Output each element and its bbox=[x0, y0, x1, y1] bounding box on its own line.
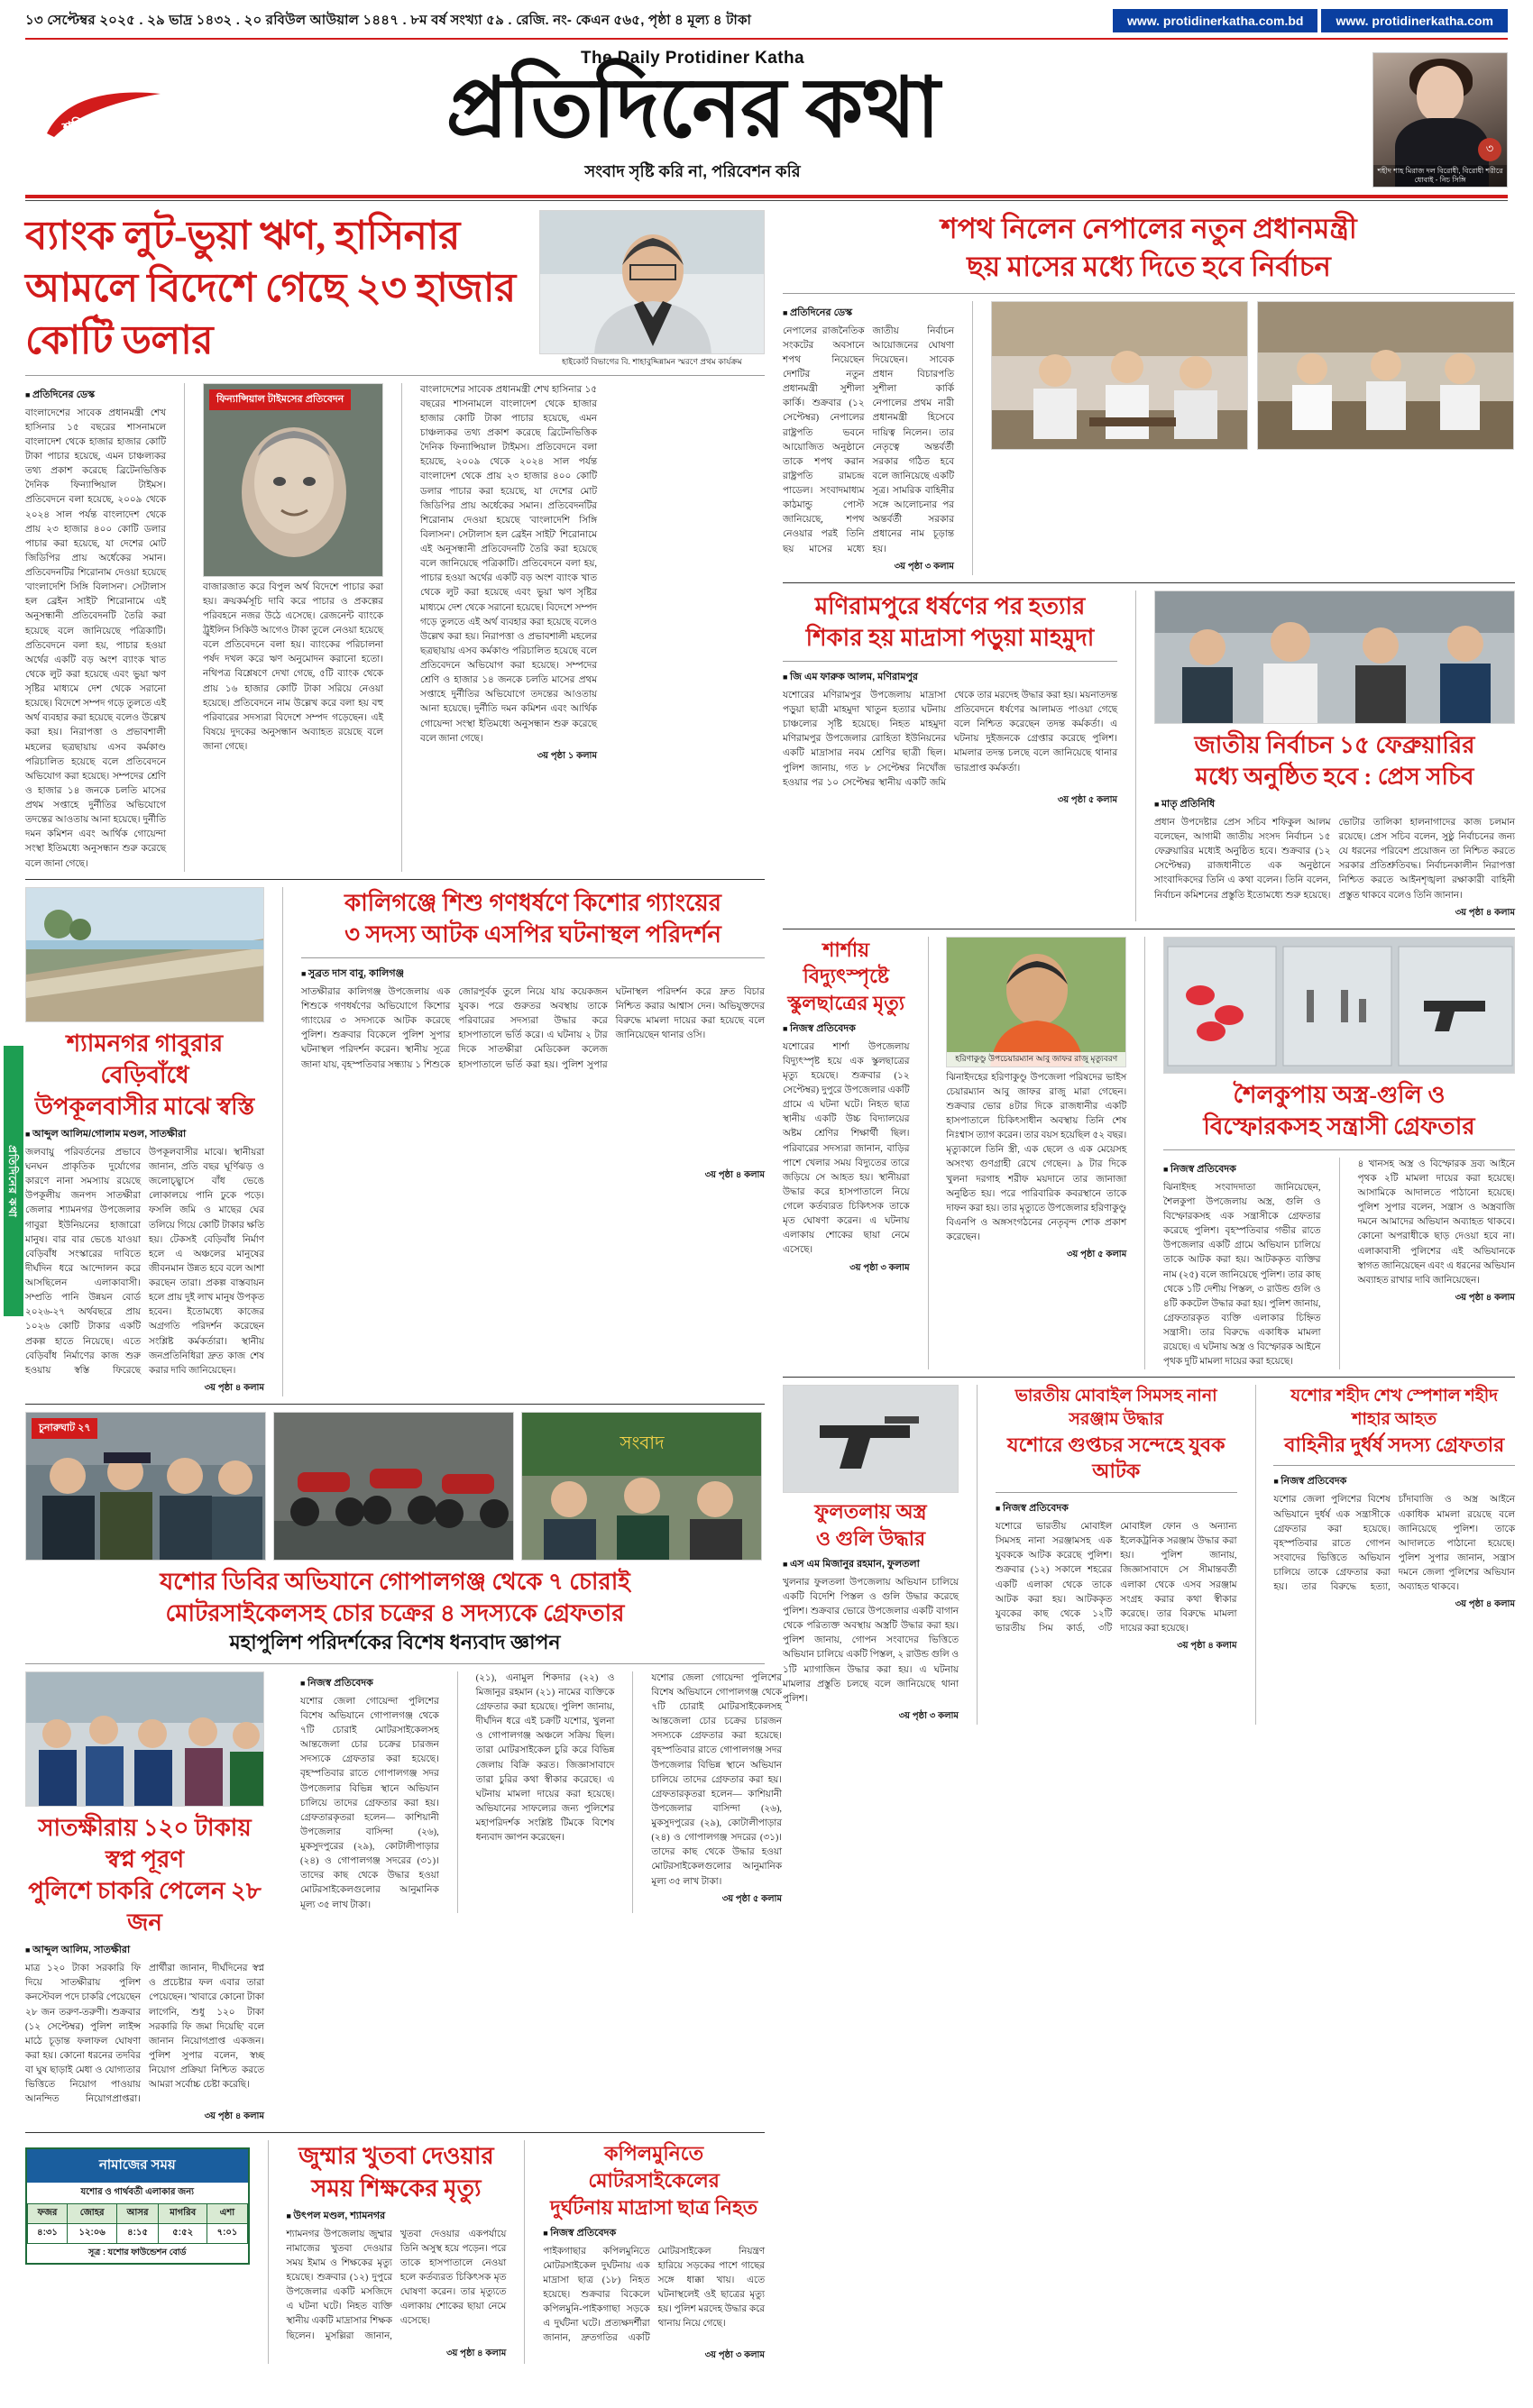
sharsha-byline: ■ নিজস্ব প্রতিবেদক bbox=[783, 1021, 910, 1038]
press-more: ৩য় পৃষ্ঠা ৪ কলাম bbox=[1455, 907, 1515, 918]
weapons-photo-block bbox=[1163, 937, 1515, 1370]
satkhira-block bbox=[25, 1671, 264, 2126]
prayer-table bbox=[27, 2203, 248, 2244]
english-title: The Daily Protidiner Katha bbox=[581, 49, 804, 68]
kapilmuni-body: পাইকগাছার কপিলমুনিতে মোটরসাইকেল দুর্ঘটনায় এক মাদ্রাসা ছাত্র (১৮) নিহত হয়েছে। শুক্রবার বিকেলে কপিলমুনি-পাইকগাছা সড়কে এ দুর্ঘটনা ঘটে। প্রত্যক্ষদর্শীরা জানান, দ্রুতগতির একটি মোটরসাইকেল নিয়ন্ত্রণ হারিয়ে সড়কের পাশে গাছের সঙ্গে ধাক্কা খায়। এতে ঘটনাস্থলেই ওই ছাত্রের মৃত্যু হয়। পুলিশ মরদেহ উদ্ধার করে থানায় নিয়ে গেছে। bbox=[543, 2246, 765, 2344]
kaliganj-headline-1: কালিগঞ্জে শিশু গণধর্ষণে কিশোর গ্যাংয়ের bbox=[344, 889, 721, 916]
sheikhpura-byline: ■ নিজস্ব প্রতিবেদক bbox=[1163, 1161, 1321, 1178]
kaliganj-byline: ■ সুব্রত দাস বাবু, কালিগঞ্জ bbox=[301, 966, 765, 983]
divider bbox=[301, 957, 765, 958]
masthead bbox=[25, 40, 1508, 188]
lastcol-body: যশোর জেলা পুলিশের বিশেষ অভিযানে দুর্ধর্ষ এক সন্ত্রাসীকে গ্রেফতার করা হয়েছে। বৃহস্পতিবার রাতে গোপন সংবাদের ভিত্তিতে অভিযান চালিয়ে তাকে গ্রেফতার করা হয়। তার বিরুদ্ধে হত্যা, চাঁদাবাজি ও অস্ত্র আইনে একাধিক মামলা রয়েছে বলে জানিয়েছে পুলিশ। তাকে আদালতে পাঠানো হয়েছে। পুলিশ সুপার জানান, সন্ত্রাস দমনে জেলা পুলিশের অভিযান অব্যাহত থাকবে। bbox=[1273, 1495, 1515, 1593]
press-byline: ■ মাতৃ প্রতিনিধি bbox=[1154, 796, 1515, 813]
mobile-headline-2: যশোরে গুপ্তচর সন্দেহে যুবক আটক bbox=[1006, 1433, 1225, 1483]
kapilmuni-headline-2: দুর্ঘটনায় মাদ্রাসা ছাত্র নিহত bbox=[550, 2195, 758, 2219]
pistol-illustration bbox=[784, 1386, 959, 1493]
dbir-headline-1: যশোর ডিবির অভিযানে গোপালগঞ্জ থেকে ৭ চোরাই bbox=[160, 1568, 630, 1595]
sheikhpura-col-1 bbox=[1163, 1158, 1321, 1370]
dbir-subhead: মহাপুলিশ পরিদর্শকের বিশেষ ধন্যবাদ জ্ঞাপন bbox=[229, 1631, 561, 1654]
kapilmuni-more: ৩য় পৃষ্ঠা ৩ কলাম bbox=[704, 2350, 766, 2361]
bottom-left-row bbox=[25, 2140, 765, 2364]
lead-top bbox=[25, 210, 765, 368]
shamnagar-headline-2: উপকূলবাসীর মাঝে স্বস্তি bbox=[34, 1093, 255, 1120]
col-divider bbox=[268, 2140, 269, 2364]
sharsha-row bbox=[783, 937, 1515, 1370]
dbir-banner-photo-wrap bbox=[521, 1412, 762, 1561]
prayer-col-asr: আসর bbox=[117, 2204, 159, 2224]
satkhira-dbir-row bbox=[25, 1671, 783, 2126]
mid-left-row bbox=[25, 887, 765, 1396]
col-divider bbox=[928, 937, 929, 1370]
manirampur-row bbox=[783, 591, 1515, 921]
col-divider bbox=[457, 1671, 458, 1913]
lead-photo-label: ফিন্যান্সিয়াল টাইমসের প্রতিবেদন bbox=[209, 389, 351, 410]
left-block bbox=[25, 210, 783, 2364]
prayer-header-row bbox=[28, 2204, 248, 2224]
press-briefing-photo bbox=[521, 1412, 762, 1561]
kaliganj-block bbox=[301, 887, 765, 1396]
dbir-body-col-1 bbox=[300, 1671, 439, 1913]
topbar bbox=[25, 0, 1508, 40]
col-divider bbox=[972, 301, 973, 575]
crowd-illustration bbox=[1155, 591, 1515, 724]
horinakundu-more: ৩য় পৃষ্ঠা ৫ কলাম bbox=[1066, 1250, 1127, 1260]
col-divider bbox=[524, 2140, 525, 2364]
prayer-subtitle: যশোর ও গার্থবর্তী এলাকার জন্য bbox=[80, 2187, 195, 2198]
masthead-photo-caption: শহীদ শাহ মিরাজ দল বিরোধী, বিরোধী শরীরে ধোবাই - নিচ সিঙ্গি bbox=[1373, 165, 1507, 187]
cabinet-illustration bbox=[1258, 302, 1514, 450]
nepal-row bbox=[783, 301, 1515, 575]
kapilmuni-headline-1: কপিলমুনিতে মোটরসাইকেলের bbox=[588, 2142, 720, 2193]
jumma-headline-2: সময় শিক্ষকের মৃত্যু bbox=[311, 2175, 482, 2202]
col-divider bbox=[977, 1385, 978, 1725]
kapilmuni-block bbox=[543, 2140, 765, 2364]
dbir-body-2: (২১), এনামুল শিকদার (২২) ও মিজানুর রহমান (২১) নামের ব্যক্তিকে গ্রেফতার করা হয়েছে। পুলিশ জানায়, দীর্ঘদিন ধরে এই চক্রটি যশোর, খুলনা ও গোপালগঞ্জ অঞ্চলে সক্রিয় ছিল। তারা মোটরসাইকেল চুরি করে বিভিন্ন জেলায় বিক্রি করত। জিজ্ঞাসাবাদে তারা চুরির কথা স্বীকার করেছে। এ ঘটনায় মামলা দায়ের করা হয়েছে। অভিযানের সাফল্যের জন্য পুলিশের মহাপরিদর্শক সংশ্লিষ্ট টিমকে বিশেষ ধন্যবাদ জ্ঞাপন করেছেন। bbox=[475, 1672, 615, 1844]
prayer-time-fajr: ৪:৩১ bbox=[28, 2224, 68, 2244]
press-secretary-photo bbox=[1154, 591, 1515, 724]
masthead-logo: প্রতিদিনের কথা bbox=[445, 62, 940, 154]
shamnagar-photo bbox=[25, 887, 264, 1022]
sheikhpura-col-2 bbox=[1357, 1158, 1515, 1370]
lead-headline-wrap bbox=[25, 210, 530, 368]
mobile-byline: ■ নিজস্ব প্রতিবেদক bbox=[996, 1500, 1237, 1517]
satkhira-headline-2: পুলিশে চাকরি পেলেন ২৮ জন bbox=[28, 1878, 262, 1936]
satkhira-byline: ■ আব্দুল আলিম, সাতক্ষীরা bbox=[25, 1942, 264, 1959]
divider bbox=[25, 1663, 765, 1664]
dbir-police-photo bbox=[25, 1412, 266, 1561]
nameplate bbox=[25, 43, 1360, 187]
prayer-footer: সূত্র : যশোর ফাউন্ডেশন বোর্ড bbox=[87, 2248, 187, 2258]
portrait-caption: হাইকোর্ট বিভাগের বি. শাহাবুদ্দিন্নামন স্মরণে প্রথম কার্যক্রম bbox=[562, 357, 742, 366]
jumma-headline-1: জুম্মার খুতবা দেওয়ার bbox=[298, 2143, 494, 2170]
divider bbox=[1163, 1149, 1515, 1150]
horinakundu-body: ঝিনাইদহের হরিণাকুণ্ডু উপজেলা পরিষদের ভাইস চেয়ারম্যান আবু জাফর রাজু মারা গেছেন। শুক্রবার ভোর ৪টার দিকে রাজধানীর একটি হাসপাতালে চিকিৎসাধীন অবস্থায় তিনি শেষ নিঃশ্বাস ত্যাগ করেন। তার বয়স হয়েছিল ৫২ বছর। মৃত্যুকালে তিনি স্ত্রী, এক ছেলে ও এক মেয়েসহ অসংখ্য গুণগ্রাহী রেখে গেছেন। ৯ টার দিকে খুলনা দরগাহ শরীফ ময়দানে তার জানাজা অনুষ্ঠিত হয়। পরে পারিবারিক কবরস্থানে তাকে দাফন করা হয়। তার মৃত্যুতে উপজেলার হরিণাকুণ্ডু বিএনপি ও অঙ্গসংগঠনের নেতৃবৃন্দ শোক প্রকাশ করেছেন। bbox=[946, 1072, 1127, 1242]
divider bbox=[25, 1404, 765, 1405]
seized-motorcycles-photo bbox=[273, 1412, 514, 1561]
divider bbox=[783, 582, 1515, 583]
lead-col-1 bbox=[25, 383, 166, 872]
kapilmuni-byline: ■ নিজস্ব প্রতিবেদক bbox=[543, 2225, 765, 2242]
nepal-photo-1-wrap bbox=[991, 301, 1248, 575]
divider bbox=[25, 879, 765, 880]
nepal-cabinet-photo bbox=[1257, 301, 1514, 450]
nepal-more: ৩য় পৃষ্ঠা ৩ কলাম bbox=[894, 561, 954, 572]
sharsha-block bbox=[783, 937, 910, 1370]
satkhira-photo bbox=[25, 1671, 264, 1807]
shamnagar-headline-1: শ্যামনগর গাবুরার বেড়িবাঁধে bbox=[66, 1030, 224, 1088]
lead-body-3: বাংলাদেশের সাবেক প্রধানমন্ত্রী শেখ হাসিনার ১৫ বছরের শাসনামলে বাংলাদেশ থেকে হাজার হাজার কোটি টাকা পাচার হয়েছে, এমন চাঞ্চল্যকর তথ্য প্রকাশ করেছে ব্রিটেনভিত্তিক দৈনিক ফিন্যান্সিয়াল টাইমস। প্রতিবেদনে বলা হয়েছে, ২০০৯ থেকে ২০২৪ সাল পর্যন্ত বাংলাদেশ থেকে প্রায় ২৩ হাজার ৪০০ কোটি ডলার পাচার করা হয়েছে, যা দেশের মোট জিডিপির প্রায় অর্ধেকের সমান। প্রতিবেদনটির শিরোনাম দেওয়া হয়েছে 'বাংলাদেশি সিঙ্গি বিলাসন'। সেটালাস হল ব্রেইন সাইট' শিরোনামে এই অনুসন্ধানী প্রতিবেদনটি তৈরি করা হয়েছে বলে জানিয়েছে পত্রিকাটি। প্রতিবেদনে বলা হয়, পাচার হওয়া অর্থের একটি বড় অংশ ব্যাংক খাত থেকে লুট করা হয়েছে এবং ভুয়া ঋণ সৃষ্টির মাধ্যমে দেশ থেকে সরানো হয়েছে। বিদেশে সম্পদ গড়ে তুলতে এই অর্থ ব্যবহার করা হয়েছে বলেও উল্লেখ করা হয়। নিরাপত্তা ও প্রভাবশালী মহলের ছত্রছায়ায় এসব কর্মকাণ্ড পরিচালিত হয়েছে বলে প্রতিবেদনে অভিযোগ করা হয়েছে। সম্পদের শ্রেণি ও হাজার ১৪ জনকে চলতি মাসের প্রথম সপ্তাহে দুর্নীতির অভিযোগে তদন্তের আওতায় আনা হয়েছে। দুর্নীতি দমন কমিশন এবং আর্থিক গোয়েন্দা সংস্থা ইতিমধ্যে অনুসন্ধান শুরু করেছে বলে জানা গেছে। bbox=[420, 384, 597, 744]
nepal-oath-photo bbox=[991, 301, 1248, 450]
lastcol-block bbox=[1273, 1385, 1515, 1725]
main-grid bbox=[25, 210, 1515, 2364]
col-divider bbox=[401, 383, 402, 872]
phultala-more: ৩য় পৃষ্ঠা ৩ কলাম bbox=[898, 1710, 959, 1721]
phultala-headline-2: ও গুলি উদ্ধার bbox=[815, 1527, 926, 1551]
lastcol-byline: ■ নিজস্ব প্রতিবেদক bbox=[1273, 1473, 1515, 1490]
website-links bbox=[1113, 9, 1508, 32]
lead-more: ৩য় পৃষ্ঠা ১ কলাম bbox=[537, 750, 597, 761]
col-divider bbox=[282, 887, 283, 1396]
sheikhpura-body-row bbox=[1163, 1158, 1515, 1370]
col-divider bbox=[632, 1671, 633, 1913]
prayer-time-maghrib: ৫:৫২ bbox=[158, 2224, 207, 2244]
prayer-row bbox=[28, 2224, 248, 2244]
lastcol-more: ৩য় পৃষ্ঠা ৪ কলাম bbox=[1455, 1599, 1515, 1610]
press-photo-block bbox=[1154, 591, 1515, 921]
manirampur-headline-2: শিকার হয় মাদ্রাসা পড়ুয়া মাহমুদা bbox=[805, 624, 1095, 651]
satkhira-headline-1: সাতক্ষীরায় ১২০ টাকায় স্বপ্ন পূরণ bbox=[38, 1814, 252, 1872]
lastcol-headline-1: যশোর শহীদ শেখ স্পেশাল শহীদ শাহার আহত bbox=[1290, 1387, 1499, 1430]
dbir-body-col-3 bbox=[651, 1671, 782, 1913]
dbir-body-1: যশোর জেলা গোয়েন্দা পুলিশের বিশেষ অভিযানে গোপালগঞ্জ থেকে ৭টি চোরাই মোটরসাইকেলসহ আন্তজেলা চোর চক্রের চারজন সদস্যকে গ্রেফতার করা হয়েছে। বৃহস্পতিবার রাতে গোপালগঞ্জ সদর উপজেলার বিভিন্ন স্থানে অভিযান চালিয়ে তাদের গ্রেফতার করা হয়। গ্রেফতারকৃতরা হলেন— কাশিয়ানী উপজেলার বাসিন্দা (২৬), মুকসুদপুরের (২৯), কোটালীপাড়ার (২৪) ও গোপালগঞ্জ সদরের (৩১)। তাদের কাছ থেকে উদ্ধার হওয়া মোটরসাইকেলগুলোর আনুমানিক মূল্য ৩৫ লাখ টাকা। bbox=[300, 1696, 439, 1910]
shamnagar-body: জলবায়ু পরিবর্তনের প্রভাবে ঘনঘন প্রাকৃতিক দুর্যোগের কারণে নানা সমস্যায় রয়েছে উপকূলীয় জনপদ সাতক্ষীরা জেলার শ্যামনগর উপজেলার গাবুরা ইউনিয়নের হাজারো মানুষ। বার বার ভেঙে যাওয়া বেড়িবাঁধ সংস্কারের দাবিতে দীর্ঘদিন ধরে আন্দোলন করে আসছিলেন এলাকাবাসী। সম্প্রতি পানি উন্নয়ন বোর্ড ২০২৬-২৭ অর্থবছরে প্রায় ১০২৬ কোটি টাকার একটি প্রকল্প হাতে নিয়েছে। এতে বেড়িবাঁধ নির্মাণের কাজ শুরু হওয়ায় স্বস্তি ফিরেছে উপকূলবাসীর মাঝে। স্থানীয়রা জানান, প্রতি বছর ঘূর্ণিঝড় ও জলোচ্ছ্বাসে বাঁধ ভেঙে লোকালয়ে পানি ঢুকে পড়ে। ফসলি জমি ও মাছের ঘের তলিয়ে গিয়ে কোটি টাকার ক্ষতি হয়। টেকসই বেড়িবাঁধ নির্মাণ হলে এ অঞ্চলের মানুষের জীবনমান উন্নত হবে বলে আশা করছেন তারা। প্রকল্প বাস্তবায়ন হলে প্রায় দুই লাখ মানুষ উপকৃত হবেন। ইতোমধ্যে কাজের অগ্রগতি পরিদর্শন করেছেন সংশ্লিষ্ট কর্মকর্তারা। স্থানীয় জনপ্রতিনিধিরা দ্রুত কাজ শেষ করার দাবি জানিয়েছেন। bbox=[25, 1147, 264, 1376]
lead-inset-photo bbox=[203, 383, 383, 577]
motorcycles-illustration bbox=[274, 1413, 514, 1561]
lead-portrait-wrap bbox=[539, 210, 765, 368]
dbir-photos-row bbox=[25, 1412, 765, 1561]
kaliganj-more: ৩য় পৃষ্ঠা ৪ কলাম bbox=[704, 1169, 765, 1180]
embankment-illustration bbox=[26, 888, 264, 1022]
phultala-gun-photo bbox=[783, 1385, 959, 1493]
sharsha-body: যশোরের শার্শা উপজেলায় বিদ্যুৎস্পৃষ্ট হয়ে এক স্কুলছাত্রের মৃত্যু হয়েছে। শুক্রবার (১২ সেপ্টেম্বর) দুপুরে উপজেলার একটি গ্রামে এ ঘটনা ঘটে। নিহত ছাত্র স্থানীয় একটি উচ্চ বিদ্যালয়ের অষ্টম শ্রেণির শিক্ষার্থী ছিল। পরিবারের সদস্যরা জানান, বাড়ির পাশে খেলার সময় বিদ্যুতের তারে জড়িয়ে সে আহত হয়। স্থানীয়রা উদ্ধার করে হাসপাতালে নিয়ে গেলে কর্তব্যরত চিকিৎসক তাকে মৃত ঘোষণা করেন। এ ঘটনায় এলাকায় শোকের ছায়া নেমে এসেছে। bbox=[783, 1041, 910, 1256]
shamnagar-block bbox=[25, 887, 264, 1396]
dbir-photo-label: চুনারুঘাট ২৭ bbox=[32, 1418, 97, 1439]
prayer-col-dhuhr: জোহর bbox=[68, 2204, 117, 2224]
prayer-block bbox=[25, 2140, 250, 2364]
briefing-illustration bbox=[522, 1413, 762, 1561]
lead-body-row bbox=[25, 383, 765, 872]
manirampur-byline: ■ জি এম ফারুক আলম, মণিরামপুর bbox=[783, 669, 1117, 686]
phultala-headline-1: ফুলতলায় অস্ত্র bbox=[814, 1500, 927, 1524]
horinakundu-photo bbox=[946, 937, 1126, 1067]
manirampur-more: ৩য় পৃষ্ঠা ৫ কলাম bbox=[1057, 794, 1118, 805]
lead-col-3 bbox=[420, 383, 597, 872]
seized-weapons-photo bbox=[1163, 937, 1515, 1074]
side-strip-brand: প্রতিদিনের কথা bbox=[4, 1046, 23, 1316]
col-divider bbox=[1339, 1158, 1340, 1370]
prayer-col-fajr: ফজর bbox=[28, 2204, 68, 2224]
prayer-col-isha: এশা bbox=[207, 2204, 247, 2224]
jumma-byline: ■ উৎপল মণ্ডল, শ্যামনগর bbox=[286, 2208, 506, 2225]
press-headline-1: জাতীয় নির্বাচন ১৫ ফেব্রুয়ারির bbox=[1194, 731, 1475, 758]
col-divider bbox=[1135, 591, 1136, 921]
divider bbox=[996, 1492, 1237, 1493]
sheikhpura-more: ৩য় পৃষ্ঠা ৪ কলাম bbox=[1455, 1292, 1515, 1303]
phultala-block bbox=[783, 1385, 959, 1725]
phultala-byline: ■ এস এম মিজানুর রহমান, ফুলতলা bbox=[783, 1556, 959, 1573]
divider bbox=[25, 2132, 765, 2133]
right-block bbox=[783, 210, 1515, 2364]
shamnagar-byline: ■ আব্দুল আলিম/গোলাম মণ্ডল, সাতক্ষীরা bbox=[25, 1126, 264, 1143]
mobile-block bbox=[996, 1385, 1237, 1725]
prayer-time-isha: ৭:০১ bbox=[207, 2224, 247, 2244]
mobile-headline-1: ভারতীয় মোবাইল সিমসহ নানা সরঞ্জাম উদ্ধার bbox=[1014, 1387, 1217, 1430]
col-divider bbox=[1255, 1385, 1256, 1725]
manirampur-headline-1: মণিরামপুরে ধর্ষণের পর হত্যার bbox=[814, 592, 1086, 619]
divider-red bbox=[25, 195, 1508, 198]
horinakundu-caption: হরিণাকুণ্ডু উপচেয়ারম্যান আবু জাফর রাজু মৃত্যুবরণ bbox=[947, 1052, 1125, 1067]
sharsha-headline-1: শার্শায় বিদ্যুৎস্পৃষ্টে bbox=[803, 938, 889, 988]
prayer-col-maghrib: মাগরিব bbox=[158, 2204, 207, 2224]
shamnagar-more: ৩য় পৃষ্ঠা ৪ কলাম bbox=[204, 1382, 264, 1393]
divider bbox=[783, 661, 1117, 662]
press-body: প্রধান উপদেষ্টার প্রেস সচিব শফিকুল আলম বলেছেন, আগামী জাতীয় সংসদ নির্বাচন ১৫ ফেব্রুয়ারির মধ্যেই অনুষ্ঠিত হবে। শুক্রবার (১২ সেপ্টেম্বর) রাজধানীতে এক অনুষ্ঠানে সাংবাদিকদের তিনি এ কথা বলেন। তিনি বলেন, নির্বাচন কমিশনের প্রস্তুতি ইতোমধ্যে শুরু হয়েছে। ভোটার তালিকা হালনাগাদের কাজ চলমান রয়েছে। প্রেস সচিব বলেন, সুষ্ঠু নির্বাচনের জন্য যে ধরনের পরিবেশ প্রয়োজন তা নিশ্চিত করতে সরকার প্রতিশ্রুতিবদ্ধ। নির্বাচনকালীন নিরাপত্তা নিশ্চিত করতে আইনশৃঙ্খলা রক্ষাকারী বাহিনী প্রস্তুত থাকবে বলেও তিনি জানান। bbox=[1154, 817, 1515, 901]
dateline: ১৩ সেপ্টেম্বর ২০২৫ . ২৯ ভাদ্র ১৪৩২ . ২০ রবিউল আউয়াল ১৪৪৭ . ৮ম বর্ষ সংখ্যা ৫৯ . রেজি. নং- কেএন ৫৬৫, পৃষ্ঠা ৪ মূল্য ৪ টাকা bbox=[25, 12, 751, 28]
dbir-body-block bbox=[300, 1671, 782, 2126]
prayer-time-asr: ৪:১৫ bbox=[117, 2224, 159, 2244]
lead-body-2: বাজারজাত করে বিপুল অর্থ বিদেশে পাচার করা হয়। ক্রয়কর্মসূচি দাবি করে পাচার ও প্রকল্পের পরিবহনে নজর উঠে এসেছে। রেজনেন্ট ব্যাংকে ট্রুইলিন সিকিউ আগেও টাকা তুলে নেওয়া হয়েছে বলে প্রতিবেদনে বলা হয়। ব্যাংকের পরিচালনা পর্ষদ দখল করে ঋণ অনুমোদন করানো হতো। নথিপত্র বিশ্লেষণে দেখা গেছে, ৫টি ব্যাংক থেকে প্রায় ১৬ হাজার কোটি টাকা সরিয়ে নেওয়া হয়েছে। প্রতিবেদনে নাম উল্লেখ করে বলা হয় বহু পরিবারের সদস্যরা বিদেশে সম্পদ গড়েছেন। এই বিষয়ে দুদকের অনুসন্ধান অব্যাহত রয়েছে বলে জানা গেছে। bbox=[203, 581, 383, 753]
lastcol-headline-2: বাহিনীর দুর্ধর্ষ সদস্য গ্রেফতার bbox=[1284, 1433, 1505, 1456]
divider bbox=[783, 293, 1515, 294]
nepal-byline: ■ প্রতিদিনের ডেস্ক bbox=[783, 305, 954, 322]
mobile-more: ৩য় পৃষ্ঠা ৪ কলাম bbox=[1177, 1641, 1237, 1652]
dbir-bike-photo-wrap bbox=[273, 1412, 514, 1561]
horinakundu-block bbox=[946, 937, 1126, 1370]
manirampur-body: যশোরের মণিরামপুর উপজেলায় মাদ্রাসা পড়ুয়া ছাত্রী মাহমুদা খাতুন হত্যার ঘটনায় চাঞ্চল্যের সৃষ্টি হয়েছে। নিহত মাহমুদা মণিরামপুর উপজেলার রোহিতা ইউনিয়নের একটি মাদ্রাসার নবম শ্রেণির ছাত্রী ছিল। পুলিশ জানায়, গত ৮ সেপ্টেম্বর নিখোঁজ হওয়ার পর ১০ সেপ্টেম্বর স্থানীয় একটি জমি থেকে তার মরদেহ উদ্ধার করা হয়। ময়নাতদন্ত প্রতিবেদনে ধর্ষণের আলামত পাওয়া গেছে বলে নিশ্চিত করেছেন তদন্ত কর্মকর্তা। এ ঘটনায় দুইজনকে গ্রেপ্তার করেছে পুলিশ। মামলার তদন্ত চলছে বলে জানিয়েছে থানার ভারপ্রাপ্ত কর্মকর্তা। bbox=[783, 690, 1118, 788]
nepal-headline-1: শপথ নিলেন নেপালের নতুন প্রধানমন্ত্রী bbox=[941, 213, 1357, 244]
nepal-headline-2: ছয় মাসের মধ্যে দিতে হবে নির্বাচন bbox=[967, 250, 1331, 282]
weekday-badge: শনিবার bbox=[61, 112, 108, 138]
dbir-more: ৩য় পৃষ্ঠা ৫ কলাম bbox=[721, 1893, 783, 1904]
prayer-title: নামাজের সময় bbox=[27, 2149, 248, 2183]
oath-ceremony-illustration bbox=[992, 302, 1248, 450]
satkhira-body: মাত্র ১২০ টাকা সরকারি ফি দিয়ে সাতক্ষীরায় পুলিশ কনস্টেবল পদে চাকরি পেয়েছেন ২৮ জন তরুণ-তরুণী। শুক্রবার (১২ সেপ্টেম্বর) পুলিশ লাইন্স মাঠে চূড়ান্ত ফলাফল ঘোষণা করা হয়। কোনো ধরনের তদবির বা ঘুষ ছাড়াই মেধা ও যোগ্যতার ভিত্তিতে নিয়োগ পাওয়ায় আনন্দিত নিয়োগপ্রাপ্তরা। প্রার্থীরা জানান, দীর্ঘদিনের স্বপ্ন ও প্রচেষ্টার ফল এবার তারা পেয়েছেন। 'খাবারে কোনো টাকা লাগেনি, শুধু ১২০ টাকা সরকারি ফি জমা দিয়েছি' বলে জানান নিয়োগপ্রাপ্ত একজন। পুলিশ সুপার বলেন, স্বচ্ছ নিয়োগ প্রক্রিয়া নিশ্চিত করতে আমরা সর্বোচ্চ চেষ্টা করেছি। bbox=[25, 1964, 264, 2105]
portrait-photo bbox=[539, 210, 765, 354]
sharsha-headline-2: স্কুলছাত্রের মৃত্যু bbox=[787, 992, 905, 1014]
kaliganj-headline-2: ৩ সদস্য আটক এসপির ঘটনাস্থল পরিদর্শন bbox=[344, 920, 721, 948]
phultala-body: খুলনার ফুলতলা উপজেলায় অভিযান চালিয়ে একটি বিদেশি পিস্তল ও গুলি উদ্ধার করেছে পুলিশ। শুক্রবার ভোরে উপজেলার একটি বাগান থেকে পরিত্যক্ত অবস্থায় অস্ত্রটি উদ্ধার করা হয়। পুলিশ জানায়, গোপন সংবাদের ভিত্তিতে অভিযান চালিয়ে একটি পিস্তল, ২ রাউন্ড গুলি ও ১টি ম্যাগাজিন উদ্ধার করা হয়। এ ঘটনায় মামলার প্রস্তুতি চলছে বলে জানিয়েছে থানা পুলিশ। bbox=[783, 1577, 959, 1704]
portrait-illustration bbox=[540, 211, 765, 354]
dbir-photo-left-wrap bbox=[25, 1412, 266, 1561]
nepal-text-col bbox=[783, 301, 954, 575]
mobile-body: যশোরে ভারতীয় মোবাইল সিমসহ নানা সরঞ্জামসহ এক যুবককে আটক করেছে পুলিশ। শুক্রবার (১২) সকালে শহরের একটি এলাকা থেকে তাকে আটক করা হয়। আটককৃত যুবকের কাছ থেকে ১২টি ভারতীয় সিম কার্ড, ৩টি মোবাইল ফোন ও অন্যান্য ইলেকট্রনিক সরঞ্জাম উদ্ধার করা হয়। পুলিশ জানায়, জিজ্ঞাসাবাদে সে সীমান্তবর্তী এলাকা থেকে এসব সরঞ্জাম সংগ্রহ করার কথা স্বীকার করেছে। তার বিরুদ্ধে মামলা দায়ের করা হয়েছে। bbox=[995, 1522, 1237, 1634]
jumma-more: ৩য় পৃষ্ঠা ৪ কলাম bbox=[446, 2348, 507, 2358]
manirampur-block bbox=[783, 591, 1117, 921]
sheikhpura-body-1: ঝিনাইদহ সংবাদদাতা জানিয়েছেন, শৈলকুপা উপজেলায় অস্ত্র, গুলি ও বিস্ফোরকসহ এক সন্ত্রাসীকে গ্রেফতার করেছে পুলিশ। বৃহস্পতিবার গভীর রাতে উপজেলার একটি গ্রামে অভিযান চালিয়ে তাকে আটক করা হয়। আটককৃত ব্যক্তির নাম (২৫) বলে জানিয়েছে পুলিশ। তার কাছ থেকে ১টি দেশীয় পিস্তল, ৩ রাউন্ড গুলি ও ৪টি ককটেল উদ্ধার করা হয়। পুলিশ জানায়, গ্রেফতারকৃত ব্যক্তি এলাকার চিহ্নিত সন্ত্রাসী। তার বিরুদ্ধে একাধিক মামলা রয়েছে। এ ঘটনায় অস্ত্র ও বিস্ফোরক আইনে পৃথক দুটি মামলা দায়ের করা হয়েছে। bbox=[1162, 1182, 1321, 1368]
sharsha-more: ৩য় পৃষ্ঠা ৩ কলাম bbox=[849, 1262, 910, 1273]
divider bbox=[25, 375, 765, 376]
dbir-headline-2: মোটরসাইকেলসহ চোর চক্রের ৪ সদস্যকে গ্রেফতার bbox=[165, 1600, 625, 1627]
lead-byline: ■ প্রতিদিনের ডেস্ক bbox=[25, 387, 166, 404]
website-link-bd[interactable]: www. protidinerkatha.com.bd bbox=[1113, 9, 1318, 32]
jumma-body: শ্যামনগর উপজেলায় জুম্মার নামাজের খুতবা দেওয়ার সময় ইমাম ও শিক্ষকের মৃত্যু হয়েছে। শুক্রবার (১২) দুপুরে উপজেলার একটি মসজিদে এ ঘটনা ঘটে। নিহত ব্যক্তি স্থানীয় একটি মাদ্রাসার শিক্ষক ছিলেন। মুসল্লিরা জানান, খুতবা দেওয়ার একপর্যায়ে তিনি অসুস্থ হয়ে পড়েন। পরে তাকে হাসপাতালে নেওয়া হলে কর্তব্যরত চিকিৎসক মৃত ঘোষণা করেন। তার মৃত্যুতে এলাকায় শোকের ছায়া নেমে এসেছে। bbox=[286, 2229, 507, 2341]
prayer-time-dhuhr: ১২:০৬ bbox=[68, 2224, 117, 2244]
lead-col-2 bbox=[203, 383, 383, 872]
weapons-illustration bbox=[1164, 938, 1515, 1074]
dbir-body-col-2 bbox=[476, 1671, 615, 1913]
sheikhpura-body-2: ৪ খানসহ অস্ত্র ও বিস্ফোরক দ্রব্য আইনে পৃথক ২টি মামলা দায়ের করা হয়েছে। আসামিকে আদালতে পাঠানো হয়েছে। পুলিশ সুপার বলেন, সন্ত্রাস ও অস্ত্রবাজি দমনে আমাদের অভিযান অব্যাহত থাকবে। কোনো অপরাধীকে ছাড় দেওয়া হবে না। এলাকাবাসী পুলিশের এই অভিযানকে স্বাগত জানিয়েছেন এবং এ ধরনের অভিযান অব্যাহত রাখার দাবি জানিয়েছেন। bbox=[1357, 1158, 1515, 1286]
col-divider bbox=[1144, 937, 1145, 1370]
svg-text:সংবাদ: সংবাদ bbox=[620, 1433, 665, 1453]
nepal-body: নেপালের রাজনৈতিক সংকটের অবসানে শপথ নিয়েছেন দেশটির নতুন প্রধানমন্ত্রী সুশীলা কার্কি। শুক্রবার (১২ সেপ্টেম্বর) নেপালের রাষ্ট্রপতি ভবনে আয়োজিত অনুষ্ঠানে তাকে শপথ করান রাষ্ট্রপতি রামচন্দ্র পাডেল। সংবাদমাধ্যম কাঠমান্ডু পোস্ট জানিয়েছে, শপথ নেওয়ার পরই তিনি ছয় মাসের মধ্যে জাতীয় নির্বাচন আয়োজনের ঘোষণা দিয়েছেন। সাবেক প্রধান বিচারপতি সুশীলা কার্কি নেপালের প্রথম নারী প্রধানমন্ত্রী হিসেবে দায়িত্ব নিলেন। তার নেতৃত্বে অন্তর্বর্তী সরকার গঠিত হবে বলে জানিয়েছে একটি সূত্র। সামরিক বাহিনীর সঙ্গে আলোচনার পর অন্তর্বর্তী সরকার প্রধানের নাম চূড়ান্ত হয়। bbox=[783, 325, 954, 554]
satkhira-more: ৩য় পৃষ্ঠা ৪ কলাম bbox=[204, 2111, 264, 2122]
lead-body-1: বাংলাদেশের সাবেক প্রধানমন্ত্রী শেখ হাসিনার ১৫ বছরের শাসনামলে বাংলাদেশ থেকে হাজার হাজার কোটি টাকা পাচার হয়েছে, এমন চাঞ্চল্যকর তথ্য প্রকাশ করেছে ব্রিটেনভিত্তিক দৈনিক ফিন্যান্সিয়াল টাইমস। প্রতিবেদনে বলা হয়েছে, ২০০৯ থেকে ২০২৪ সাল পর্যন্ত বাংলাদেশ থেকে প্রায় ২৩ হাজার ৪০০ কোটি ডলার পাচার করা হয়েছে, যা দেশের মোট জিডিপির প্রায় অর্ধেকের সমান। প্রতিবেদনটির শিরোনাম দেওয়া হয়েছে 'বাংলাদেশি সিঙ্গি বিলাসন'। সেটালাস হল ব্রেইন সাইট' শিরোনামে এই অনুসন্ধানী প্রতিবেদনটি তৈরি করা হয়েছে বলে জানিয়েছে পত্রিকাটি। প্রতিবেদনে বলা হয়, পাচার হওয়া অর্থের একটি বড় অংশ ব্যাংক খাত থেকে লুট করা হয়েছে এবং ভুয়া ঋণ সৃষ্টির মাধ্যমে দেশ থেকে সরানো হয়েছে। বিদেশে সম্পদ গড়ে তুলতে এই অর্থ ব্যবহার করা হয়েছে বলেও উল্লেখ করা হয়। নিরাপত্তা ও প্রভাবশালী মহলের ছত্রছায়ায় এসব কর্মকাণ্ড পরিচালিত হয়েছে বলে প্রতিবেদনে অভিযোগ করা হয়েছে। সম্পদের শ্রেণি ও হাজার ১৪ জনকে চলতি মাসের প্রথম সপ্তাহে দুর্নীতির অভিযোগে তদন্তের আওতায় আনা হয়েছে। দুর্নীতি দমন কমিশন এবং আর্থিক গোয়েন্দা সংস্থা ইতিমধ্যে অনুসন্ধান শুরু করেছে বলে জানা গেছে। bbox=[25, 407, 166, 869]
divider bbox=[1273, 1465, 1515, 1466]
masthead-tagline: সংবাদ সৃষ্টি করি না, পরিবেশন করি bbox=[584, 162, 801, 180]
dbir-body-3: যশোর জেলা গোয়েন্দা পুলিশের বিশেষ অভিযানে গোপালগঞ্জ থেকে ৭টি চোরাই মোটরসাইকেলসহ আন্তজেলা চোর চক্রের চারজন সদস্যকে গ্রেফতার করা হয়েছে। বৃহস্পতিবার রাতে গোপালগঞ্জ সদর উপজেলার বিভিন্ন স্থানে অভিযান চালিয়ে তাদের গ্রেফতার করা হয়। গ্রেফতারকৃতরা হলেন— কাশিয়ানী উপজেলার বাসিন্দা (২৬), মুকসুদপুরের (২৯), কোটালীপাড়ার (২৪) ও গোপালগঞ্জ সদরের (৩১)। তাদের কাছ থেকে উদ্ধার হওয়া মোটরসাইকেলগুলোর আনুমানিক মূল্য ৩৫ লাখ টাকা। bbox=[651, 1672, 783, 1887]
photo-face bbox=[1417, 66, 1464, 122]
nepal-photo-2-wrap bbox=[1257, 301, 1514, 575]
divider bbox=[783, 1377, 1515, 1378]
dbir-byline: ■ নিজস্ব প্রতিবেদক bbox=[300, 1675, 439, 1692]
press-headline-2: মধ্যে অনুষ্ঠিত হবে : প্রেস সচিব bbox=[1195, 763, 1474, 790]
sheikhpura-headline-1: শৈলকুপায় অস্ত্র-গুলি ও bbox=[1233, 1081, 1446, 1108]
lead-headline: ব্যাংক লুট-ভুয়া ঋণ, হাসিনার আমলে বিদেশে গেছে ২৩ হাজার কোটি ডলার bbox=[25, 214, 516, 363]
jumma-block bbox=[286, 2140, 506, 2364]
prayer-times-box bbox=[25, 2147, 250, 2265]
masthead-photo bbox=[1372, 52, 1508, 188]
lead-photo-illustration bbox=[204, 384, 383, 577]
divider-thin bbox=[25, 200, 1508, 201]
col-divider bbox=[184, 383, 185, 872]
kaliganj-body: সাতক্ষীরার কালিগঞ্জ উপজেলায় এক শিশুকে গণধর্ষণের অভিযোগে কিশোর গ্যাংয়ের ৩ সদস্যকে আটক করেছে পুলিশ। শুক্রবার বিকেলে পুলিশ সুপার ঘটনাস্থল পরিদর্শন করেন। স্থানীয় সূত্রে জানা যায়, বৃহস্পতিবার সন্ধ্যায় ১ শিশুকে জোরপূর্বক তুলে নিয়ে যায় কয়েকজন যুবক। পরে গুরুতর অবস্থায় তাকে পরিবারের সদস্যরা উদ্ধার করে হাসপাতালে ভর্তি করে। এ ঘটনায় ২ টার দিকে সাতক্ষীরা মেডিকেল কলেজ হাসপাতালে ভর্তি করা হয়। পুলিশ সুপার ঘটনাস্থল পরিদর্শন করে দ্রুত বিচার নিশ্চিত করার আশ্বাস দেন। অভিযুক্তদের বিরুদ্ধে মামলা দায়ের করা হয়েছে বলে জানিয়েছেন থানার ওসি। bbox=[300, 986, 765, 1070]
page-badge: ৩ bbox=[1478, 138, 1501, 161]
man-portrait-illustration bbox=[947, 938, 1126, 1067]
police-recruits-illustration bbox=[26, 1672, 264, 1807]
bottom-right-row bbox=[783, 1385, 1515, 1725]
sheikhpura-headline-2: বিস্ফোরকসহ সন্ত্রাসী গ্রেফতার bbox=[1203, 1112, 1475, 1140]
website-link-com[interactable]: www. protidinerkatha.com bbox=[1321, 9, 1508, 32]
dbir-body-cols bbox=[300, 1671, 782, 1913]
